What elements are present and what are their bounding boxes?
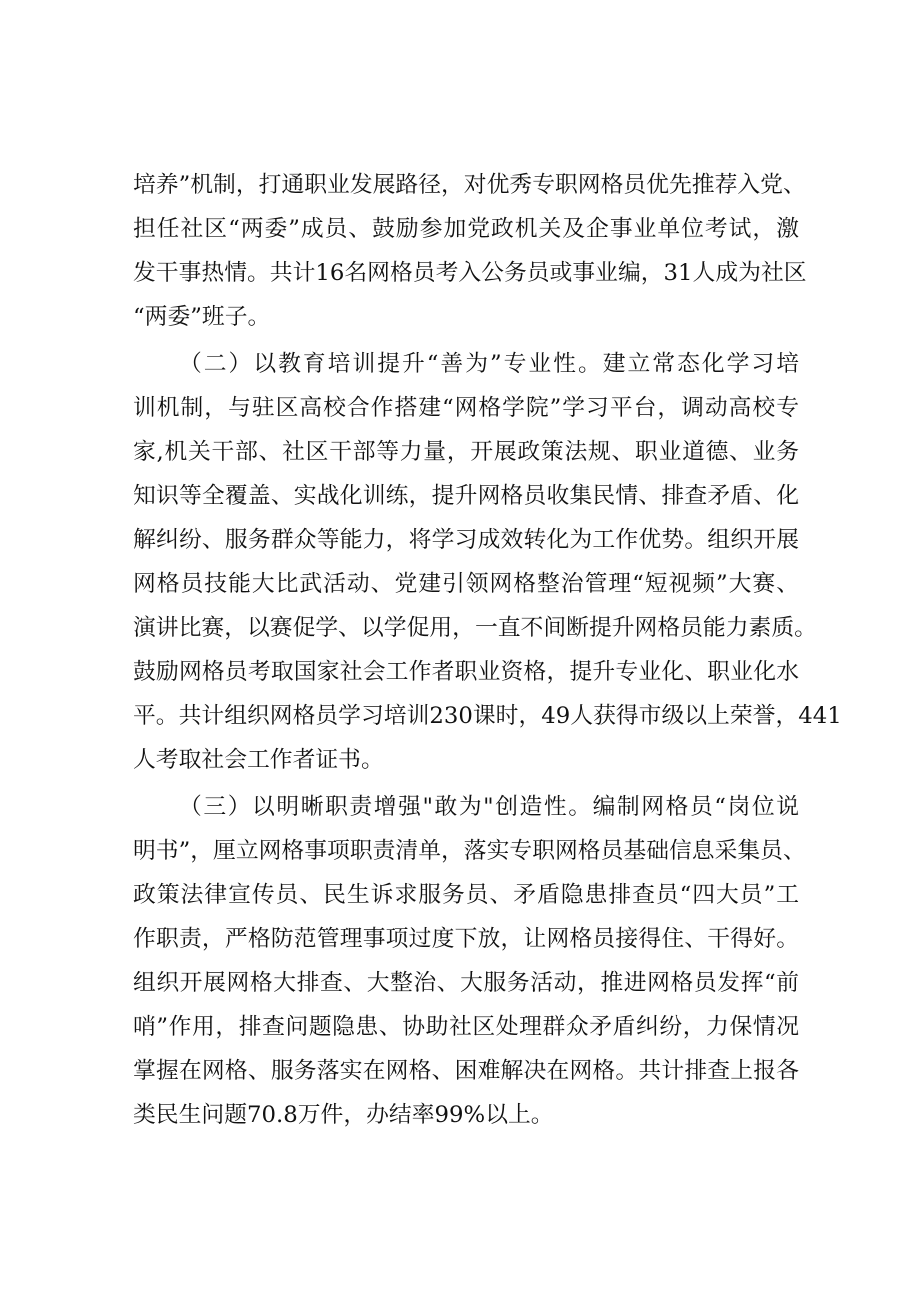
text-line: 培养”机制，打通职业发展路径，对优秀专职网格员优先推荐入党、 xyxy=(133,172,806,198)
text-line: 解纠纷、服务群众等能力，将学习成效转化为工作优势。组织开展 xyxy=(133,527,799,553)
text-line: “两委”班子。 xyxy=(133,304,271,330)
text-line: 政策法律宣传员、民生诉求服务员、矛盾隐患排查员“四大员”工 xyxy=(133,882,799,908)
text-line: 训机制，与驻区高校合作搭建“网格学院”学习平台，调动高校专 xyxy=(133,395,799,421)
text-line: 担任社区“两委”成员、鼓励参加党政机关及企事业单位考试，激 xyxy=(133,216,799,242)
text-line: 网格员技能大比武活动、党建引领网格整治管理“短视频”大赛、 xyxy=(133,571,799,597)
text-line: 作职责，严格防范管理事项过度下放，让网格员接得住、干得好。 xyxy=(133,926,799,952)
text-line: 家,机关干部、社区干部等力量，开展政策法规、职业道德、业务 xyxy=(133,439,799,465)
text-line: 演讲比赛，以赛促学、以学促用，一直不间断提升网格员能力素质。 xyxy=(133,615,817,641)
text-line: （三）以明晰职责增强"敢为"创造性。编制网格员“岗位说 xyxy=(179,794,799,820)
text-line: （二）以教育培训提升“善为”专业性。建立常态化学习培 xyxy=(179,351,799,377)
text-line: 哨”作用，排查问题隐患、协助社区处理群众矛盾纠纷，力保情况 xyxy=(133,1014,799,1040)
text-line: 人考取社会工作者证书。 xyxy=(133,747,384,773)
text-line: 知识等全覆盖、实战化训练，提升网格员收集民情、排查矛盾、化 xyxy=(133,483,799,509)
text-line: 类民生问题70.8万件，办结率99%以上。 xyxy=(133,1102,554,1128)
text-line: 组织开展网格大排查、大整治、大服务活动，推进网格员发挥“前 xyxy=(133,970,799,996)
text-line: 平。共计组织网格员学习培训230课时，49人获得市级以上荣誉，441 xyxy=(133,703,842,729)
text-line: 发干事热情。共计16名网格员考入公务员或事业编，31人成为社区 xyxy=(133,260,807,286)
text-line: 鼓励网格员考取国家社会工作者职业资格，提升专业化、职业化水 xyxy=(133,659,799,685)
text-line: 掌握在网格、服务落实在网格、困难解决在网格。共计排查上报各 xyxy=(133,1058,799,1084)
text-line: 明书”，厘立网格事项职责清单，落实专职网格员基础信息采集员、 xyxy=(133,838,806,864)
